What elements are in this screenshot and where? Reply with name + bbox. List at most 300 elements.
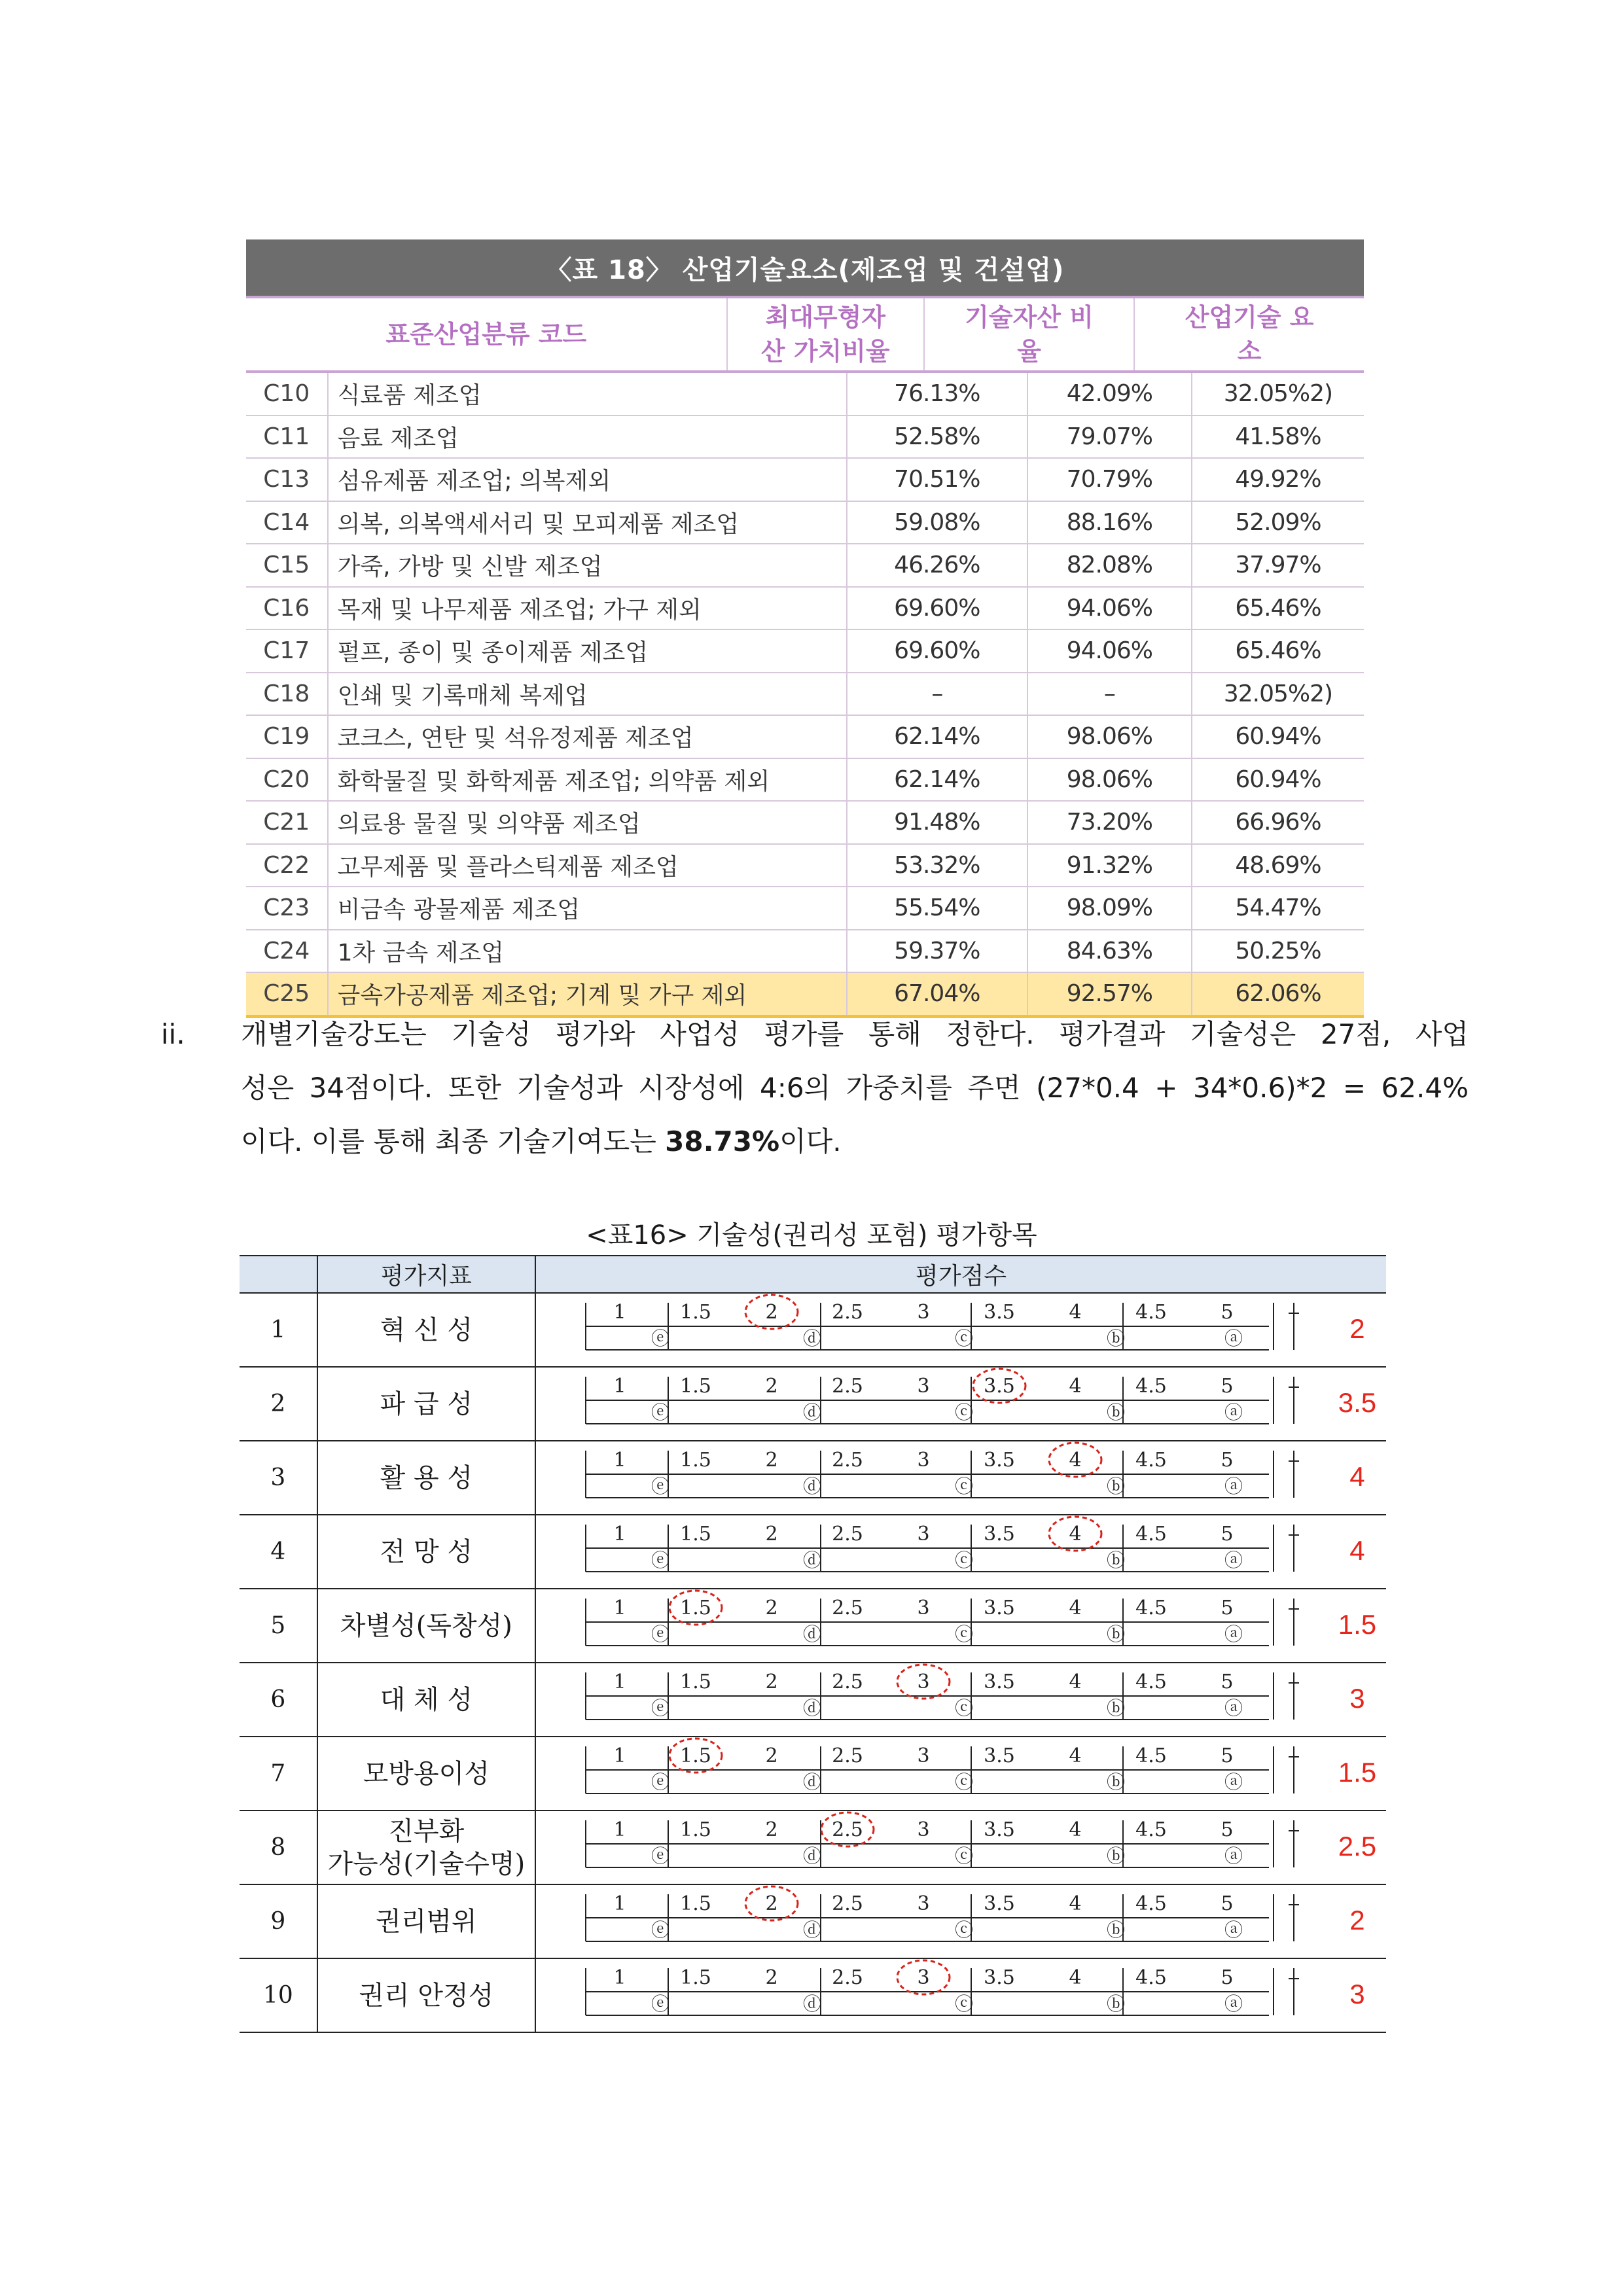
table-row bbox=[246, 544, 1364, 588]
scale-value-label: 4.5 bbox=[1135, 1818, 1167, 1841]
row-number: 5 bbox=[270, 1612, 286, 1639]
score-scale bbox=[535, 1885, 1386, 1958]
row-number: 8 bbox=[270, 1834, 286, 1861]
scale-value-label: 5 bbox=[1221, 1301, 1234, 1324]
scale-value-label: 1 bbox=[613, 1597, 626, 1619]
score-scale-graphic bbox=[536, 1737, 1388, 1810]
intangible-ratio-value: 52.58% bbox=[846, 416, 1027, 458]
grade-label: ⓒ bbox=[954, 1328, 973, 1349]
industry-code: C20 bbox=[263, 766, 310, 793]
scale-value-label: 1.5 bbox=[680, 1966, 711, 1989]
industry-code: C10 bbox=[263, 380, 310, 408]
grade-label: ⓑ bbox=[1106, 1919, 1125, 1941]
score-scale-graphic bbox=[536, 1959, 1388, 2032]
score-scale-graphic bbox=[536, 1811, 1388, 1884]
table-16 bbox=[240, 1255, 1386, 2033]
paragraph-line-3-pre: 이다. 이를 통해 최종 기술기여도는 bbox=[241, 1125, 666, 1157]
assigned-score: 2.5 bbox=[1338, 1831, 1377, 1862]
scale-value-label: 1.5 bbox=[680, 1597, 711, 1619]
scale-value-label: 1.5 bbox=[680, 1744, 711, 1767]
header-blank bbox=[240, 1256, 317, 1292]
industry-name: 의료용 물질 및 의약품 제조업 bbox=[327, 802, 846, 843]
scale-value-label: 3.5 bbox=[984, 1670, 1015, 1693]
evaluation-row bbox=[240, 1737, 1386, 1811]
scale-value-label: 2 bbox=[765, 1744, 778, 1767]
grade-label: ⓔ bbox=[651, 1623, 669, 1645]
row-number: 4 bbox=[270, 1538, 286, 1565]
scale-value-label: 2.5 bbox=[832, 1523, 863, 1545]
scale-value-label: 5 bbox=[1221, 1523, 1234, 1545]
intangible-ratio-value: 55.54% bbox=[846, 887, 1027, 929]
industry-code: C11 bbox=[263, 423, 310, 450]
industry-code: C18 bbox=[263, 680, 310, 707]
scale-value-label: 5 bbox=[1221, 1449, 1234, 1472]
industry-tech-factor-value: 52.09% bbox=[1191, 502, 1364, 544]
scale-value-label: 1.5 bbox=[680, 1892, 711, 1915]
scale-value-label: 4 bbox=[1069, 1892, 1082, 1915]
scale-value-label: 2 bbox=[765, 1670, 778, 1693]
industry-code: C15 bbox=[263, 552, 310, 579]
score-scale bbox=[535, 1589, 1386, 1662]
score-scale bbox=[535, 1368, 1386, 1440]
scale-value-label: 1 bbox=[613, 1449, 626, 1472]
industry-code: C22 bbox=[263, 851, 310, 879]
grade-label: ⓑ bbox=[1106, 1549, 1125, 1571]
grade-label: ⓑ bbox=[1106, 1993, 1125, 2015]
grade-label: ⓒ bbox=[954, 1475, 973, 1497]
assigned-score: 4 bbox=[1349, 1461, 1365, 1492]
scale-value-label: 2 bbox=[765, 1301, 778, 1324]
paragraph-line-3 bbox=[241, 1115, 1469, 1169]
table-18-body bbox=[246, 373, 1364, 1018]
grade-label: ⓔ bbox=[651, 1697, 669, 1719]
evaluation-row bbox=[240, 1959, 1386, 2033]
grade-label: ⓔ bbox=[651, 1328, 669, 1349]
score-scale-graphic bbox=[536, 1294, 1388, 1366]
evaluation-row bbox=[240, 1885, 1386, 1959]
score-scale-graphic bbox=[536, 1663, 1388, 1736]
indicator-name: 권리 안정성 bbox=[317, 1959, 535, 2032]
scale-value-label: 3 bbox=[917, 1449, 930, 1472]
scale-value-label: 2 bbox=[765, 1966, 778, 1989]
industry-name: 1차 금속 제조업 bbox=[327, 930, 846, 972]
tech-asset-ratio-value: 94.06% bbox=[1027, 588, 1191, 629]
scale-value-label: 1.5 bbox=[680, 1375, 711, 1398]
grade-label: ⓒ bbox=[954, 1771, 973, 1793]
industry-name: 금속가공제품 제조업; 기계 및 가구 제외 bbox=[327, 973, 846, 1015]
scale-value-label: 1 bbox=[613, 1818, 626, 1841]
row-number: 2 bbox=[270, 1390, 286, 1417]
grade-label: ⓔ bbox=[651, 1402, 669, 1423]
scale-value-label: 2 bbox=[765, 1818, 778, 1841]
tech-asset-ratio-value: 98.06% bbox=[1027, 759, 1191, 801]
table-18-caption: 〈표 18〉 산업기술요소(제조업 및 건설업) bbox=[246, 239, 1364, 296]
scale-value-label: 3 bbox=[917, 1818, 930, 1841]
industry-code: C19 bbox=[263, 723, 310, 751]
score-scale bbox=[535, 1441, 1386, 1514]
header-intangible-ratio bbox=[726, 298, 923, 370]
grade-label: ⓓ bbox=[802, 1623, 821, 1645]
score-scale bbox=[535, 1959, 1386, 2032]
assigned-score: 3.5 bbox=[1338, 1387, 1377, 1418]
assigned-score: 4 bbox=[1349, 1535, 1365, 1566]
industry-tech-factor-value: 49.92% bbox=[1191, 459, 1364, 501]
industry-code: C24 bbox=[263, 937, 310, 964]
table-row bbox=[246, 845, 1364, 888]
row-number: 3 bbox=[270, 1464, 286, 1491]
grade-label: ⓑ bbox=[1106, 1328, 1125, 1349]
grade-label: ⓐ bbox=[1224, 1402, 1243, 1423]
grade-label: ⓒ bbox=[954, 1623, 973, 1645]
scale-value-label: 1.5 bbox=[680, 1449, 711, 1472]
scale-value-label: 2 bbox=[765, 1375, 778, 1398]
evaluation-row bbox=[240, 1441, 1386, 1515]
scale-value-label: 3 bbox=[917, 1301, 930, 1324]
industry-code: C23 bbox=[263, 894, 310, 922]
scale-value-label: 1 bbox=[613, 1670, 626, 1693]
scale-value-label: 2.5 bbox=[832, 1670, 863, 1693]
industry-tech-factor-value: 54.47% bbox=[1191, 887, 1364, 929]
industry-tech-factor-value: 48.69% bbox=[1191, 845, 1364, 887]
indicator-name: 전 망 성 bbox=[317, 1515, 535, 1588]
grade-label: ⓒ bbox=[954, 1993, 973, 2015]
industry-tech-factor-value: 60.94% bbox=[1191, 759, 1364, 801]
grade-label: ⓓ bbox=[802, 1402, 821, 1423]
table-18 bbox=[246, 239, 1364, 1018]
scale-value-label: 3.5 bbox=[984, 1523, 1015, 1545]
scale-value-label: 1 bbox=[613, 1892, 626, 1915]
scale-value-label: 4 bbox=[1069, 1597, 1082, 1619]
indicator-name: 파 급 성 bbox=[317, 1368, 535, 1440]
scale-value-label: 3 bbox=[917, 1597, 930, 1619]
scale-value-label: 1.5 bbox=[680, 1670, 711, 1693]
industry-code: C25 bbox=[263, 980, 310, 1008]
header-score: 평가점수 bbox=[535, 1256, 1386, 1292]
paragraph-line-3-post: 이다. bbox=[779, 1125, 842, 1157]
industry-name: 화학물질 및 화학제품 제조업; 의약품 제외 bbox=[327, 759, 846, 801]
scale-value-label: 2.5 bbox=[832, 1449, 863, 1472]
scale-value-label: 3.5 bbox=[984, 1597, 1015, 1619]
intangible-ratio-value: 76.13% bbox=[846, 373, 1027, 415]
intangible-ratio-value: 69.60% bbox=[846, 588, 1027, 629]
industry-tech-factor-value: 60.94% bbox=[1191, 716, 1364, 758]
score-scale bbox=[535, 1294, 1386, 1366]
score-scale-graphic bbox=[536, 1515, 1388, 1588]
intangible-ratio-value: 67.04% bbox=[846, 973, 1027, 1015]
grade-label: ⓔ bbox=[651, 1993, 669, 2015]
industry-tech-factor-value: 65.46% bbox=[1191, 588, 1364, 629]
assigned-score: 1.5 bbox=[1338, 1757, 1377, 1788]
indicator-name bbox=[317, 1811, 535, 1884]
scale-value-label: 3 bbox=[917, 1670, 930, 1693]
industry-code: C13 bbox=[263, 466, 310, 493]
industry-name: 의복, 의복액세서리 및 모피제품 제조업 bbox=[327, 502, 846, 544]
table-16-caption: <표16> 기술성(권리성 포험) 평가항목 bbox=[586, 1220, 1037, 1250]
industry-tech-factor-value: 50.25% bbox=[1191, 930, 1364, 972]
score-scale bbox=[535, 1663, 1386, 1736]
scale-value-label: 2 bbox=[765, 1597, 778, 1619]
industry-name: 목재 및 나무제품 제조업; 가구 제외 bbox=[327, 588, 846, 629]
grade-label: ⓐ bbox=[1224, 1697, 1243, 1719]
table-row bbox=[246, 588, 1364, 631]
evaluation-row bbox=[240, 1515, 1386, 1589]
row-number: 6 bbox=[270, 1686, 286, 1713]
grade-label: ⓓ bbox=[802, 1919, 821, 1941]
indicator-name: 혁 신 성 bbox=[317, 1294, 535, 1366]
grade-label: ⓑ bbox=[1106, 1845, 1125, 1867]
grade-label: ⓐ bbox=[1224, 1919, 1243, 1941]
grade-label: ⓓ bbox=[802, 1328, 821, 1349]
scale-value-label: 4.5 bbox=[1135, 1670, 1167, 1693]
intangible-ratio-value: 59.08% bbox=[846, 502, 1027, 544]
tech-asset-ratio-value: 73.20% bbox=[1027, 802, 1191, 843]
indicator-name: 차별성(독창성) bbox=[317, 1589, 535, 1662]
header-code: 표준산업분류 코드 bbox=[385, 320, 587, 349]
scale-value-label: 2 bbox=[765, 1892, 778, 1915]
table-row bbox=[246, 502, 1364, 545]
industry-code: C17 bbox=[263, 637, 310, 665]
evaluation-row bbox=[240, 1589, 1386, 1663]
grade-label: ⓒ bbox=[954, 1402, 973, 1423]
table-row bbox=[246, 630, 1364, 673]
scale-value-label: 2.5 bbox=[832, 1375, 863, 1398]
table-row bbox=[246, 416, 1364, 459]
scale-value-label: 2.5 bbox=[832, 1818, 863, 1841]
scale-value-label: 4 bbox=[1069, 1670, 1082, 1693]
industry-name: 식료품 제조업 bbox=[327, 373, 846, 415]
scale-value-label: 4.5 bbox=[1135, 1523, 1167, 1545]
grade-label: ⓐ bbox=[1224, 1328, 1243, 1349]
table-row bbox=[246, 373, 1364, 416]
header-indicator: 평가지표 bbox=[317, 1256, 535, 1292]
assigned-score: 3 bbox=[1349, 1979, 1365, 2009]
grade-label: ⓔ bbox=[651, 1475, 669, 1497]
scale-value-label: 3.5 bbox=[984, 1449, 1015, 1472]
grade-label: ⓑ bbox=[1106, 1623, 1125, 1645]
scale-value-label: 1.5 bbox=[680, 1301, 711, 1324]
scale-value-label: 5 bbox=[1221, 1818, 1234, 1841]
assigned-score: 3 bbox=[1349, 1683, 1365, 1714]
scale-value-label: 2 bbox=[765, 1449, 778, 1472]
table-row bbox=[246, 673, 1364, 716]
assigned-score: 2 bbox=[1349, 1905, 1365, 1935]
grade-label: ⓑ bbox=[1106, 1771, 1125, 1793]
grade-label: ⓐ bbox=[1224, 1623, 1243, 1645]
industry-name: 코크스, 연탄 및 석유정제품 제조업 bbox=[327, 716, 846, 758]
scale-value-label: 3 bbox=[917, 1744, 930, 1767]
score-scale bbox=[535, 1515, 1386, 1588]
grade-label: ⓓ bbox=[802, 1845, 821, 1867]
scale-value-label: 3.5 bbox=[984, 1892, 1015, 1915]
tech-asset-ratio-value: 94.06% bbox=[1027, 630, 1191, 672]
row-number: 10 bbox=[262, 1982, 293, 2009]
scale-value-label: 4.5 bbox=[1135, 1301, 1167, 1324]
header-tech-asset-ratio-label: 기술자산 비율 bbox=[965, 303, 1094, 366]
scale-value-label: 4 bbox=[1069, 1449, 1082, 1472]
industry-name: 인쇄 및 기록매체 복제업 bbox=[327, 673, 846, 715]
paragraph-line-2: 성은 34점이다. 또한 기술성과 시장성에 4:6의 가중치를 주면 (27*0.4 + 34*0.6)*2 = 62.4% bbox=[241, 1072, 1469, 1104]
header-tech-asset-ratio bbox=[923, 298, 1133, 370]
scale-value-label: 5 bbox=[1221, 1892, 1234, 1915]
evaluation-row bbox=[240, 1294, 1386, 1368]
grade-label: ⓐ bbox=[1224, 1993, 1243, 2015]
tech-asset-ratio-value: 79.07% bbox=[1027, 416, 1191, 458]
intangible-ratio-value: 69.60% bbox=[846, 630, 1027, 672]
industry-tech-factor-value: 66.96% bbox=[1191, 802, 1364, 843]
scale-value-label: 2.5 bbox=[832, 1892, 863, 1915]
tech-asset-ratio-value: 91.32% bbox=[1027, 845, 1191, 887]
scale-value-label: 3 bbox=[917, 1892, 930, 1915]
grade-label: ⓔ bbox=[651, 1771, 669, 1793]
grade-label: ⓓ bbox=[802, 1549, 821, 1571]
scale-value-label: 4 bbox=[1069, 1301, 1082, 1324]
scale-value-label: 3.5 bbox=[984, 1966, 1015, 1989]
scale-value-label: 2.5 bbox=[832, 1597, 863, 1619]
tech-asset-ratio-value: 98.09% bbox=[1027, 887, 1191, 929]
score-scale bbox=[535, 1737, 1386, 1810]
grade-label: ⓐ bbox=[1224, 1475, 1243, 1497]
scale-value-label: 3.5 bbox=[984, 1301, 1015, 1324]
indicator-name-line: 가능성(기술수명) bbox=[327, 1848, 526, 1879]
scale-value-label: 1 bbox=[613, 1301, 626, 1324]
paragraph-line-1: 개별기술강도는 기술성 평가와 사업성 평가를 통해 정한다. 평가결과 기술성은 27점, 사업 bbox=[241, 1018, 1469, 1050]
grade-label: ⓓ bbox=[802, 1697, 821, 1719]
assigned-score: 1.5 bbox=[1338, 1609, 1377, 1640]
tech-asset-ratio-value: 82.08% bbox=[1027, 544, 1191, 586]
industry-code: C14 bbox=[263, 508, 310, 536]
intangible-ratio-value: 62.14% bbox=[846, 716, 1027, 758]
table-row bbox=[246, 459, 1364, 502]
scale-value-label: 4 bbox=[1069, 1966, 1082, 1989]
grade-label: ⓔ bbox=[651, 1919, 669, 1941]
scale-value-label: 1.5 bbox=[680, 1818, 711, 1841]
grade-label: ⓑ bbox=[1106, 1475, 1125, 1497]
row-number: 1 bbox=[270, 1316, 286, 1343]
grade-label: ⓐ bbox=[1224, 1771, 1243, 1793]
intangible-ratio-value: 59.37% bbox=[846, 930, 1027, 972]
score-scale bbox=[535, 1811, 1386, 1884]
scale-value-label: 4.5 bbox=[1135, 1375, 1167, 1398]
paragraph-text bbox=[241, 1008, 1469, 1169]
industry-name: 고무제품 및 플라스틱제품 제조업 bbox=[327, 845, 846, 887]
row-number: 9 bbox=[270, 1908, 286, 1935]
industry-code: C21 bbox=[263, 809, 310, 836]
score-scale-graphic bbox=[536, 1441, 1388, 1514]
industry-tech-factor-value: 37.97% bbox=[1191, 544, 1364, 586]
scale-value-label: 5 bbox=[1221, 1966, 1234, 1989]
scale-value-label: 5 bbox=[1221, 1670, 1234, 1693]
list-marker: ii. bbox=[161, 1018, 185, 1050]
grade-label: ⓓ bbox=[802, 1771, 821, 1793]
assigned-score: 2 bbox=[1349, 1313, 1365, 1344]
header-intangible-ratio-label: 최대무형자산 가치비율 bbox=[760, 303, 890, 366]
table-16-header bbox=[240, 1256, 1386, 1294]
scale-value-label: 3 bbox=[917, 1375, 930, 1398]
intangible-ratio-value: 53.32% bbox=[846, 845, 1027, 887]
table-row bbox=[246, 802, 1364, 845]
industry-name: 가죽, 가방 및 신발 제조업 bbox=[327, 544, 846, 586]
scale-value-label: 4 bbox=[1069, 1523, 1082, 1545]
scale-value-label: 4 bbox=[1069, 1818, 1082, 1841]
tech-asset-ratio-value: 84.63% bbox=[1027, 930, 1191, 972]
scale-value-label: 1.5 bbox=[680, 1523, 711, 1545]
table-row bbox=[246, 716, 1364, 759]
grade-label: ⓐ bbox=[1224, 1549, 1243, 1571]
scale-value-label: 3.5 bbox=[984, 1744, 1015, 1767]
industry-tech-factor-value: 32.05%2) bbox=[1191, 373, 1364, 415]
scale-value-label: 2.5 bbox=[832, 1966, 863, 1989]
industry-tech-factor-value: 32.05%2) bbox=[1191, 673, 1364, 715]
grade-label: ⓔ bbox=[651, 1845, 669, 1867]
intangible-ratio-value: – bbox=[846, 673, 1027, 715]
intangible-ratio-value: 70.51% bbox=[846, 459, 1027, 501]
scale-value-label: 2.5 bbox=[832, 1301, 863, 1324]
table-row bbox=[246, 930, 1364, 974]
evaluation-row bbox=[240, 1811, 1386, 1885]
header-industry-tech-factor-label: 산업기술 요소 bbox=[1185, 303, 1314, 366]
tech-asset-ratio-value: 70.79% bbox=[1027, 459, 1191, 501]
score-scale-graphic bbox=[536, 1368, 1388, 1440]
table-18-header bbox=[246, 296, 1364, 373]
scale-value-label: 2.5 bbox=[832, 1744, 863, 1767]
scale-value-label: 3.5 bbox=[984, 1375, 1015, 1398]
grade-label: ⓑ bbox=[1106, 1697, 1125, 1719]
indicator-name: 대 체 성 bbox=[317, 1663, 535, 1736]
scale-value-label: 2 bbox=[765, 1523, 778, 1545]
scale-value-label: 5 bbox=[1221, 1597, 1234, 1619]
scale-value-label: 1 bbox=[613, 1744, 626, 1767]
industry-tech-factor-value: 65.46% bbox=[1191, 630, 1364, 672]
score-scale-graphic bbox=[536, 1885, 1388, 1958]
grade-label: ⓒ bbox=[954, 1845, 973, 1867]
evaluation-row bbox=[240, 1663, 1386, 1737]
grade-label: ⓒ bbox=[954, 1549, 973, 1571]
table-row bbox=[246, 759, 1364, 802]
tech-asset-ratio-value: 98.06% bbox=[1027, 716, 1191, 758]
indicator-name: 모방용이성 bbox=[317, 1737, 535, 1810]
scale-value-label: 1 bbox=[613, 1966, 626, 1989]
scale-value-label: 4.5 bbox=[1135, 1892, 1167, 1915]
header-industry-tech-factor bbox=[1133, 298, 1364, 370]
scale-value-label: 5 bbox=[1221, 1375, 1234, 1398]
scale-value-label: 4.5 bbox=[1135, 1744, 1167, 1767]
scale-value-label: 3 bbox=[917, 1523, 930, 1545]
tech-asset-ratio-value: – bbox=[1027, 673, 1191, 715]
industry-name: 비금속 광물제품 제조업 bbox=[327, 887, 846, 929]
indicator-name: 권리범위 bbox=[317, 1885, 535, 1958]
scale-value-label: 4 bbox=[1069, 1375, 1082, 1398]
scale-value-label: 1 bbox=[613, 1523, 626, 1545]
scale-value-label: 5 bbox=[1221, 1744, 1234, 1767]
scale-value-label: 4 bbox=[1069, 1744, 1082, 1767]
scale-value-label: 4.5 bbox=[1135, 1449, 1167, 1472]
scale-value-label: 3 bbox=[917, 1966, 930, 1989]
grade-label: ⓒ bbox=[954, 1697, 973, 1719]
intangible-ratio-value: 46.26% bbox=[846, 544, 1027, 586]
intangible-ratio-value: 91.48% bbox=[846, 802, 1027, 843]
scale-value-label: 3.5 bbox=[984, 1818, 1015, 1841]
tech-asset-ratio-value: 88.16% bbox=[1027, 502, 1191, 544]
industry-name: 음료 제조업 bbox=[327, 416, 846, 458]
grade-label: ⓐ bbox=[1224, 1845, 1243, 1867]
grade-label: ⓒ bbox=[954, 1919, 973, 1941]
grade-label: ⓑ bbox=[1106, 1402, 1125, 1423]
scale-value-label: 4.5 bbox=[1135, 1597, 1167, 1619]
table-16-body bbox=[240, 1294, 1386, 2033]
row-number: 7 bbox=[270, 1760, 286, 1787]
final-contribution-value: 38.73% bbox=[665, 1125, 780, 1157]
table-row bbox=[246, 887, 1364, 930]
